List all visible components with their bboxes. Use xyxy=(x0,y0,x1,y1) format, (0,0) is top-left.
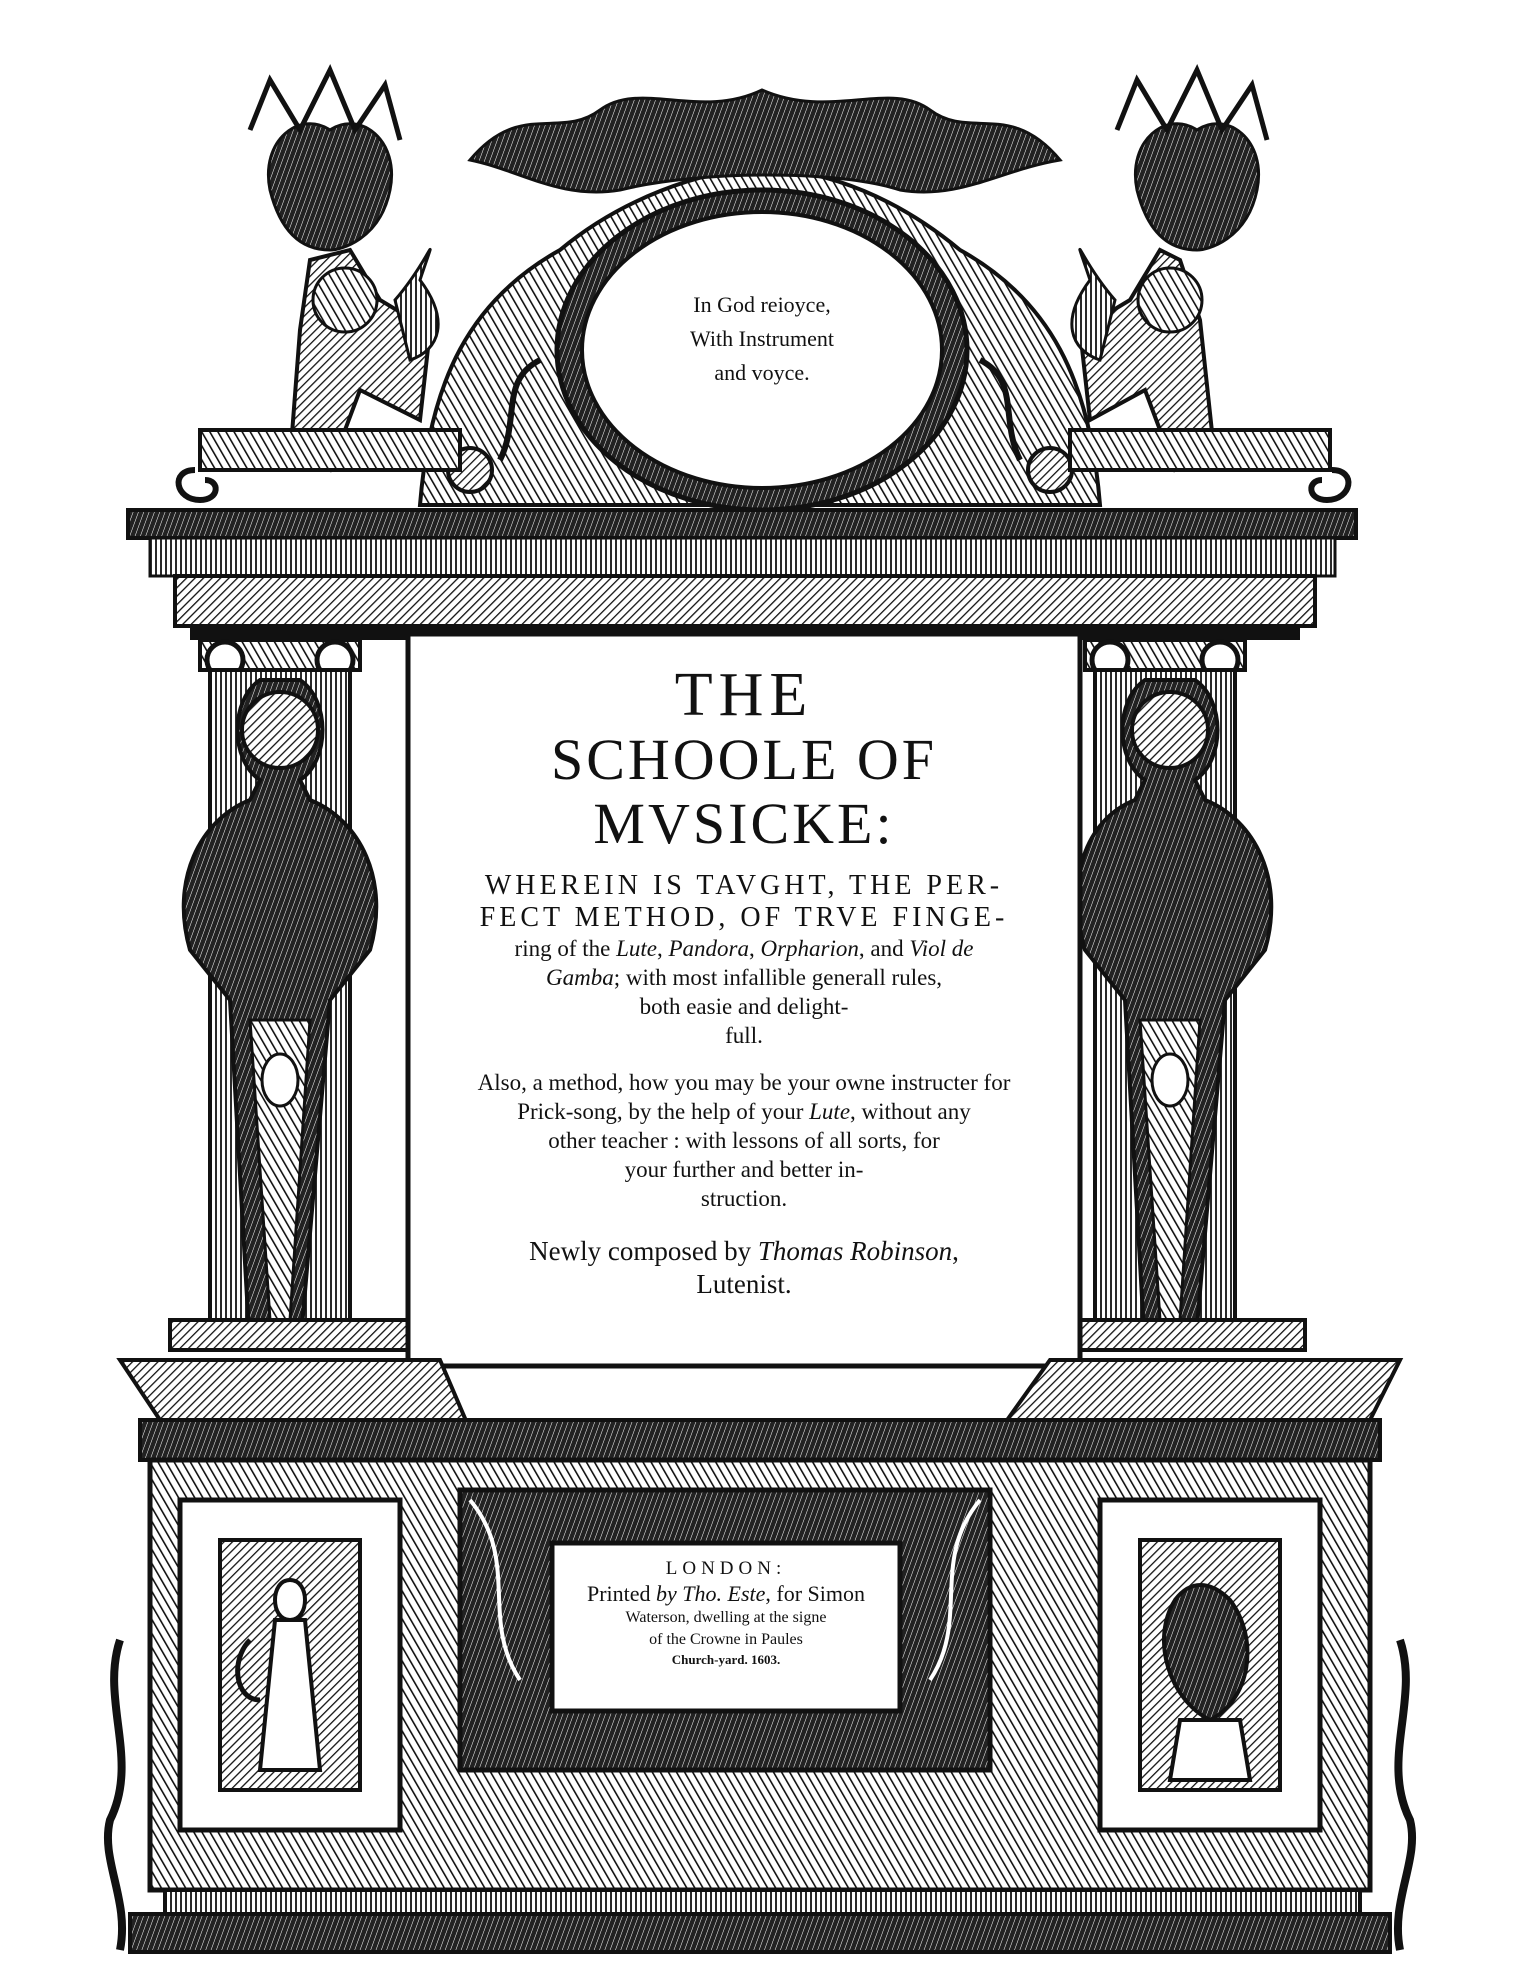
author-block xyxy=(414,1235,1074,1301)
description-line: your further and better in- xyxy=(624,1157,864,1182)
subtitle-line: both easie and delight- xyxy=(639,994,849,1019)
title-panel xyxy=(414,640,1074,1360)
right-base-panel xyxy=(1100,1500,1320,1830)
text-run: , and xyxy=(858,936,910,961)
subtitle-caps-line: FECT METHOD, OF TRVE FINGE- xyxy=(479,902,1009,933)
description-line: struction. xyxy=(700,1186,788,1211)
description-line: Also, a method, how you may be your owne instructer for xyxy=(477,1070,1011,1095)
title-line-1: THE xyxy=(674,661,814,729)
entablature xyxy=(128,510,1356,640)
motto-line: and voyce. xyxy=(714,360,810,385)
subtitle-caps-line: WHEREIN IS TAVGHT, THE PER- xyxy=(484,870,1004,901)
italic-run: Pandora xyxy=(668,936,749,961)
description-line: other teacher : with lessons of all sorts, for xyxy=(548,1128,940,1153)
left-foliage xyxy=(108,1640,122,1950)
right-column xyxy=(1065,640,1305,1350)
imprint-line: Waterson, dwelling at the signe xyxy=(625,1609,827,1626)
author-name: Thomas Robinson xyxy=(757,1236,953,1266)
title-line-3: MVSICKE: xyxy=(593,791,895,856)
italic-run: by Tho. Este xyxy=(656,1581,766,1606)
imprint-city: LONDON: xyxy=(665,1558,787,1579)
right-foliage xyxy=(1398,1640,1412,1950)
subtitle-line xyxy=(414,934,1074,963)
italic-run: Lute xyxy=(809,1099,851,1124)
imprint xyxy=(560,1551,892,1703)
right-putto-figure xyxy=(1070,70,1348,500)
text-run: ; with most infallible generall rules, xyxy=(613,965,943,990)
imprint-line: of the Crowne in Paules xyxy=(649,1631,803,1648)
text-run: , xyxy=(952,1236,959,1266)
motto xyxy=(604,282,920,418)
subtitle-line: full. xyxy=(725,1023,763,1048)
motto-line: With Instrument xyxy=(690,326,834,351)
author-line xyxy=(414,1235,1074,1268)
imprint-line: Church-yard. 1603. xyxy=(671,1652,781,1667)
imprint-line xyxy=(560,1581,892,1607)
title-line-2: SCHOOLE OF xyxy=(550,727,938,792)
text-run: Printed xyxy=(586,1581,657,1606)
italic-run: Viol de xyxy=(909,936,974,961)
description-line xyxy=(414,1097,1074,1126)
text-run: ring of the xyxy=(514,936,617,961)
text-run: , xyxy=(656,936,669,961)
text-run: Newly composed by xyxy=(529,1236,758,1266)
text-run: , xyxy=(748,936,761,961)
left-column xyxy=(170,640,410,1350)
left-base-panel xyxy=(180,1500,400,1830)
text-run: Prick-song, by the help of your xyxy=(517,1099,810,1124)
italic-run: Gamba xyxy=(545,965,614,990)
italic-run: Orpharion xyxy=(760,936,859,961)
italic-run: Lute xyxy=(616,936,657,961)
subtitle-line xyxy=(414,963,1074,992)
text-run: , for Simon xyxy=(765,1581,866,1606)
left-putto-figure xyxy=(179,70,460,500)
author-title: Lutenist. xyxy=(696,1269,792,1299)
motto-line: In God reioyce, xyxy=(693,292,831,317)
text-run: , without any xyxy=(850,1099,971,1124)
